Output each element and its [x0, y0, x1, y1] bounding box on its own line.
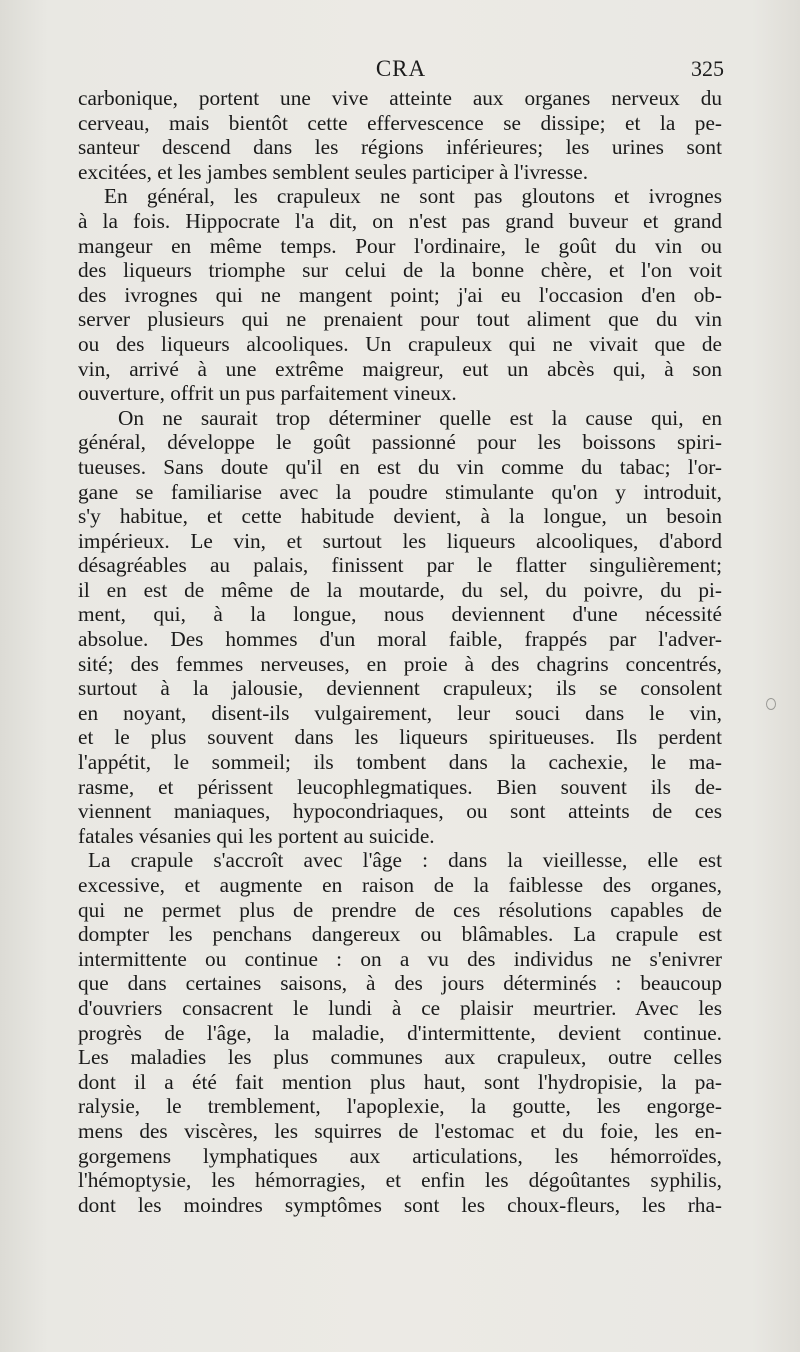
text-line: ralysie, le tremblement, l'apoplexie, la goutte, les engorge- — [78, 1094, 722, 1119]
paragraph-1 — [78, 86, 722, 184]
text-line: l'appétit, le sommeil; ils tombent dans la cachexie, le ma- — [78, 750, 722, 775]
text-line: désagréables au palais, finissent par le flatter singulièrement; — [78, 553, 722, 578]
text-line: ouverture, offrit un pus parfaitement vineux. — [78, 381, 457, 406]
text-line: intermittente ou continue : on a vu des individus ne s'enivrer — [78, 946, 722, 971]
text-line: On ne saurait trop déterminer quelle est la cause qui, en — [118, 405, 722, 430]
text-line: gane se familiarise avec la poudre stimulante qu'on y introduit, — [78, 479, 722, 504]
text-line: santeur descend dans les régions inférieures; les urines sont — [78, 135, 722, 160]
text-line: gorgemens lymphatiques aux articulations, les hémorroïdes, — [78, 1143, 722, 1168]
paragraph-3 — [78, 406, 722, 849]
text-line: l'hémoptysie, les hémorragies, et enfin les dégoûtantes syphilis, — [78, 1168, 722, 1193]
text-line: dont les moindres symptômes sont les choux-fleurs, les rha- — [78, 1192, 722, 1217]
text-line: des ivrognes qui ne mangent point; j'ai eu l'occasion d'en ob- — [78, 282, 722, 307]
text-line: rasme, et périssent leucophlegmatiques. Bien souvent ils de- — [78, 774, 722, 799]
text-line: En général, les crapuleux ne sont pas gloutons et ivrognes — [104, 184, 722, 209]
text-line: en noyant, disent-ils vulgairement, leur souci dans le vin, — [78, 700, 722, 725]
text-line: excitées, et les jambes semblent seules participer à l'ivresse. — [78, 159, 589, 184]
text-line: absolue. Des hommes d'un moral faible, frappés par l'adver- — [78, 627, 722, 652]
page-number: 325 — [691, 56, 724, 81]
text-line: viennent maniaques, hypocondriaques, ou sont atteints de ces — [78, 799, 722, 824]
text-line: carbonique, portent une vive atteinte aux organes nerveux du — [78, 86, 722, 110]
text-line: progrès de l'âge, la maladie, d'intermittente, devient continue. — [78, 1020, 722, 1045]
text-line: sité; des femmes nerveuses, en proie à des chagrins concentrés, — [78, 651, 722, 676]
text-line: surtout à la jalousie, deviennent crapuleux; ils se consolent — [78, 676, 722, 701]
text-line: Les maladies les plus communes aux crapuleux, outre celles — [78, 1045, 722, 1070]
text-line: ment, qui, à la longue, nous deviennent d'une nécessité — [78, 602, 722, 627]
text-line: vin, arrivé à une extrême maigreur, eut un abcès qui, à son — [78, 356, 722, 381]
text-line: qui ne permet plus de prendre de ces résolutions capables de — [78, 897, 722, 922]
text-line: ou des liqueurs alcooliques. Un crapuleux qui ne vivait que de — [78, 331, 722, 356]
paragraph-4 — [78, 848, 722, 1045]
body-text — [78, 86, 722, 1217]
margin-ink-mark — [766, 698, 776, 710]
text-line: cerveau, mais bientôt cette effervescence se dissipe; et la pe- — [78, 110, 722, 135]
text-line: excessive, et augmente en raison de la faiblesse des organes, — [78, 873, 722, 897]
text-line: server plusieurs qui ne prenaient pour tout aliment que du vin — [78, 307, 722, 332]
text-line: général, développe le goût passionné pour les boissons spiri- — [78, 430, 722, 455]
text-line: impérieux. Le vin, et surtout les liqueurs alcooliques, d'abord — [78, 528, 722, 553]
text-line: La crapule s'accroît avec l'âge : dans la vieillesse, elle est — [88, 848, 722, 873]
text-line: à la fois. Hippocrate l'a dit, on n'est pas grand buveur et grand — [78, 208, 722, 233]
running-title: CRA — [375, 56, 427, 81]
text-line: dompter les penchans dangereux ou blâmables. La crapule est — [78, 922, 722, 947]
running-head — [78, 56, 724, 86]
text-line: des liqueurs triomphe sur celui de la bonne chère, et l'on voit — [78, 258, 722, 283]
text-line: il en est de même de la moutarde, du sel, du poivre, du pi- — [78, 577, 722, 602]
text-line: fatales vésanies qui les portent au suicide. — [78, 823, 435, 848]
text-line: et le plus souvent dans les liqueurs spiritueuses. Ils perdent — [78, 725, 722, 750]
text-line: tueuses. Sans doute qu'il en est du vin comme du tabac; l'or- — [78, 454, 722, 479]
paragraph-2 — [78, 184, 722, 405]
paragraph-5 — [78, 1045, 722, 1217]
text-line: que dans certaines saisons, à des jours déterminés : beaucoup — [78, 971, 722, 996]
text-line: dont il a été fait mention plus haut, sont l'hydropisie, la pa- — [78, 1069, 722, 1094]
text-line: mangeur en même temps. Pour l'ordinaire, le goût du vin ou — [78, 233, 722, 258]
text-line: s'y habitue, et cette habitude devient, à la longue, un besoin — [78, 504, 722, 529]
text-line: d'ouvriers consacrent le lundi à ce plaisir meurtrier. Avec les — [78, 995, 722, 1020]
text-line: mens des viscères, les squirres de l'estomac et du foie, les en- — [78, 1118, 722, 1143]
